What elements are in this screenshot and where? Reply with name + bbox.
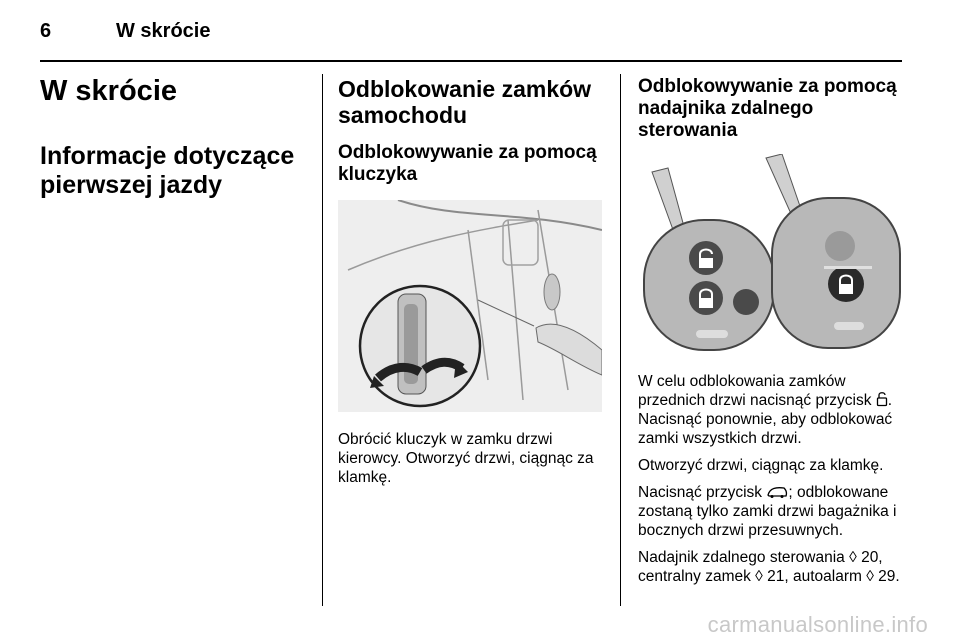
heading-unlocking: Odblokowanie zamków samochodu bbox=[338, 76, 592, 128]
remote-para-3 bbox=[638, 483, 908, 540]
remote-para-4: Nadajnik zdalnego sterowania ◊ 20, centralny zamek ◊ 21, autoalarm ◊ 29. bbox=[638, 549, 900, 585]
remote-para-3-text: Nacisnąć przycisk bbox=[638, 484, 763, 501]
door-key-svg bbox=[338, 200, 602, 412]
column-divider bbox=[322, 74, 323, 606]
column-2 bbox=[338, 76, 604, 487]
subheading-key: Odblokowywanie za pomocą kluczyka bbox=[338, 142, 597, 185]
remote-para-3-text-end: ; odblokowane zostaną tylko zamki drzwi bagażnika i bocznych drzwi przesuwnych. bbox=[638, 484, 897, 539]
trunk-icon bbox=[766, 485, 788, 499]
door-key-illustration bbox=[338, 200, 602, 412]
remote-para-2: Otworzyć drzwi, ciągnąc za klamkę. bbox=[638, 457, 884, 474]
watermark: carmanualsonline.info bbox=[707, 612, 928, 637]
header-rule bbox=[40, 60, 902, 62]
page-header bbox=[40, 20, 902, 48]
remote-para-1-text: W celu odblokowania zamków przednich drzwi nacisnąć przycisk bbox=[638, 373, 872, 409]
remote-para-1 bbox=[638, 372, 908, 448]
unlock-icon bbox=[876, 391, 888, 407]
page-number: 6 bbox=[40, 20, 52, 42]
section-title: W skrócie bbox=[40, 75, 177, 107]
column-1 bbox=[40, 74, 310, 200]
remote-para-1-text-end: . Nacisnąć ponownie, aby odblokować zamki wszystkich drzwi. bbox=[638, 392, 893, 447]
running-title: W skrócie bbox=[116, 20, 211, 42]
column-3 bbox=[638, 76, 908, 586]
remote-keys-svg bbox=[638, 154, 902, 360]
subheading-remote: Odblokowywanie za pomocą nadajnika zdalnego sterowania bbox=[638, 76, 897, 141]
key-instructions: Obrócić kluczyk w zamku drzwi kierowcy. Otworzyć drzwi, ciągnąc za klamkę. bbox=[338, 431, 594, 486]
column-divider bbox=[620, 74, 621, 606]
remote-keys-illustration bbox=[638, 154, 902, 360]
sub-title: Informacje dotyczące pierwszej jazdy bbox=[40, 142, 295, 199]
